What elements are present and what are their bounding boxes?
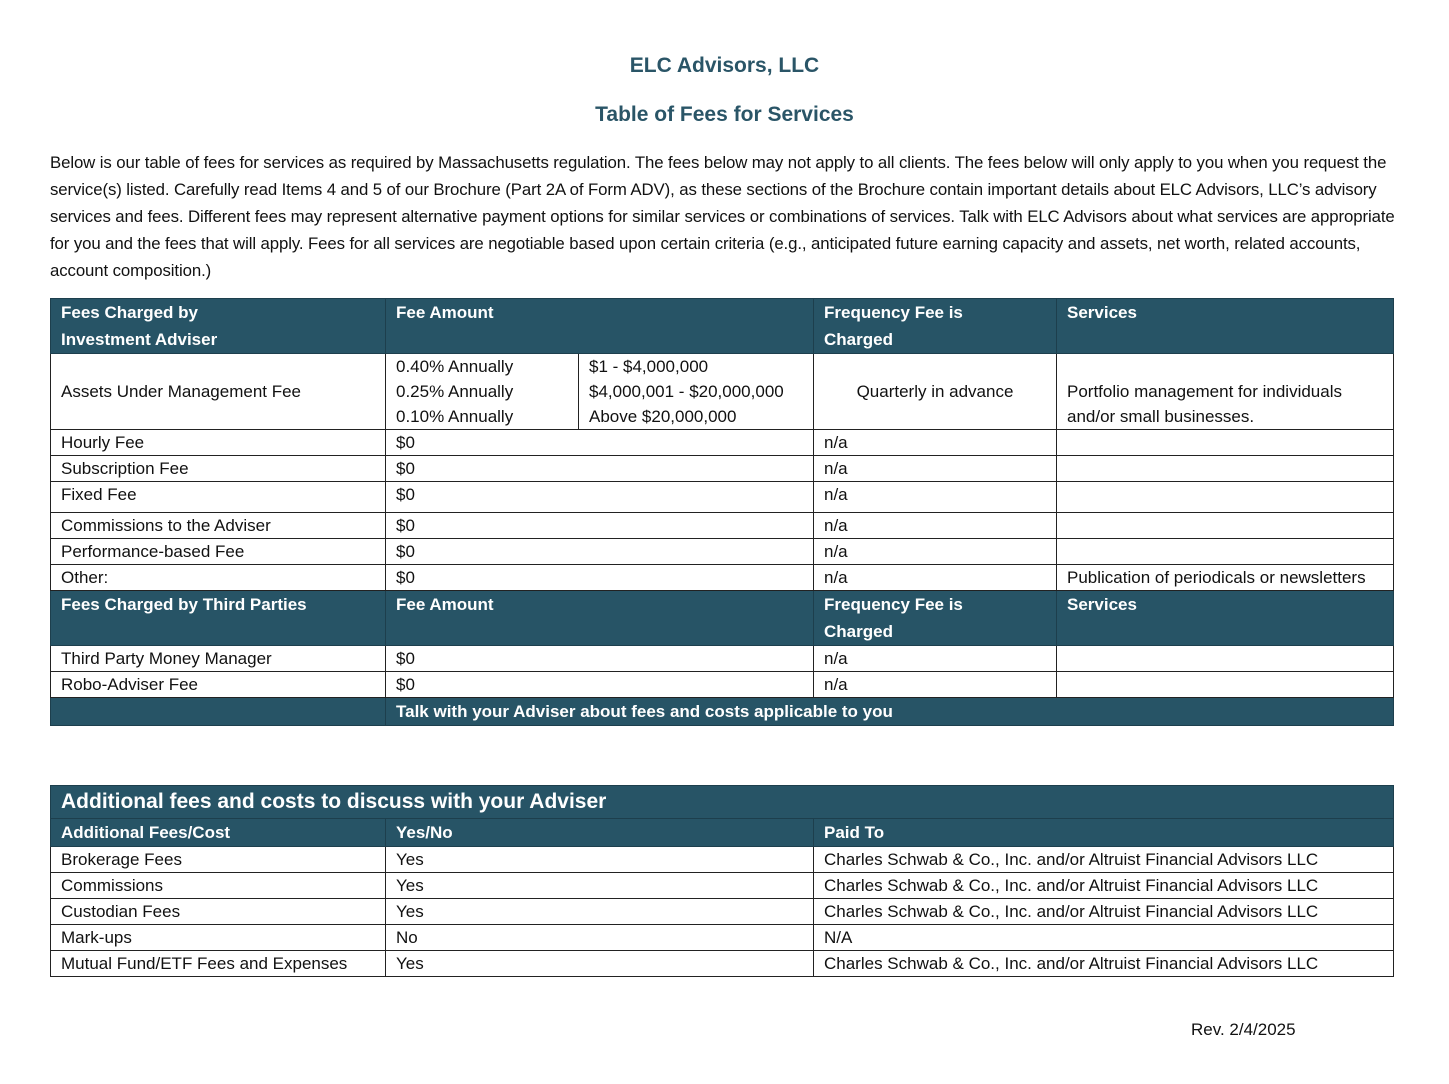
table-row: Fixed Fee $0 n/a (51, 482, 1394, 513)
page-title: Table of Fees for Services (595, 103, 854, 126)
header-third-parties: Fees Charged by Third Parties (51, 591, 386, 646)
aum-services: Portfolio management for individuals and/or small businesses. (1057, 354, 1394, 430)
table-row: Mutual Fund/ETF Fees and Expenses Yes Charles Schwab & Co., Inc. and/or Altruist Financial Advisors LLC (51, 951, 1394, 977)
header-fee-amount: Fee Amount (386, 299, 814, 354)
header-frequency: Frequency Fee is Charged (814, 591, 1057, 646)
table-row: Third Party Money Manager $0 n/a (51, 646, 1394, 672)
additional-fees-table (50, 785, 1394, 977)
header-additional-fees: Additional Fees/Cost (51, 819, 386, 847)
header-yes-no: Yes/No (386, 819, 814, 847)
table-row: Brokerage Fees Yes Charles Schwab & Co., Inc. and/or Altruist Financial Advisors LLC (51, 847, 1394, 873)
aum-rates: 0.40% Annually 0.25% Annually 0.10% Annually (386, 354, 579, 430)
table-row: Hourly Fee $0 n/a (51, 430, 1394, 456)
aum-tiers: $1 - $4,000,000 $4,000,001 - $20,000,000 Above $20,000,000 (579, 354, 814, 430)
additional-title: Additional fees and costs to discuss with your Adviser (51, 786, 1394, 819)
aum-row (51, 354, 1394, 430)
third-party-header-row (51, 591, 1394, 646)
table-row: Commissions Yes Charles Schwab & Co., Inc. and/or Altruist Financial Advisors LLC (51, 873, 1394, 899)
header-fee-amount: Fee Amount (386, 591, 814, 646)
header-services: Services (1057, 299, 1394, 354)
table-row: Performance-based Fee $0 n/a (51, 539, 1394, 565)
fees-table (50, 298, 1394, 726)
revision-date: Rev. 2/4/2025 (1191, 1020, 1296, 1039)
aum-label: Assets Under Management Fee (51, 354, 386, 430)
table-row: Custodian Fees Yes Charles Schwab & Co., Inc. and/or Altruist Financial Advisors LLC (51, 899, 1394, 925)
additional-title-row (51, 786, 1394, 819)
header-fees-charged: Fees Charged by Investment Adviser (51, 299, 386, 354)
header-services: Services (1057, 591, 1394, 646)
intro-paragraph: Below is our table of fees for services as required by Massachusetts regulation. The fees below may not apply to all clients. The fees below will only apply to you when you request the service(s) listed. Carefully read Items 4 and 5 of our Brochure (Part 2A of Form ADV), as these sections of the Brochure contain important details about ELC Advisors, LLC’s advisory services and fees. Different fees may represent alternative payment options for similar services or combinations of services. Talk with ELC Advisors about what services are appropriate for you and the fees that will apply. Fees for all services are negotiable based upon certain criteria (e.g., anticipated future earning capacity and assets, net worth, related accounts, account composition.) (50, 153, 1395, 280)
header-paid-to: Paid To (814, 819, 1394, 847)
table-row: Mark-ups No N/A (51, 925, 1394, 951)
footer-note: Talk with your Adviser about fees and costs applicable to you (386, 698, 1394, 726)
table-row: Subscription Fee $0 n/a (51, 456, 1394, 482)
footer-note-row (51, 698, 1394, 726)
company-name: ELC Advisors, LLC (629, 54, 820, 77)
table-row: Other: $0 n/a Publication of periodicals or newsletters (51, 565, 1394, 591)
table-row: Robo-Adviser Fee $0 n/a (51, 672, 1394, 698)
aum-frequency: Quarterly in advance (814, 354, 1057, 430)
adviser-header-row (51, 299, 1394, 354)
additional-header-row (51, 819, 1394, 847)
header-frequency: Frequency Fee is Charged (814, 299, 1057, 354)
table-row: Commissions to the Adviser $0 n/a (51, 513, 1394, 539)
